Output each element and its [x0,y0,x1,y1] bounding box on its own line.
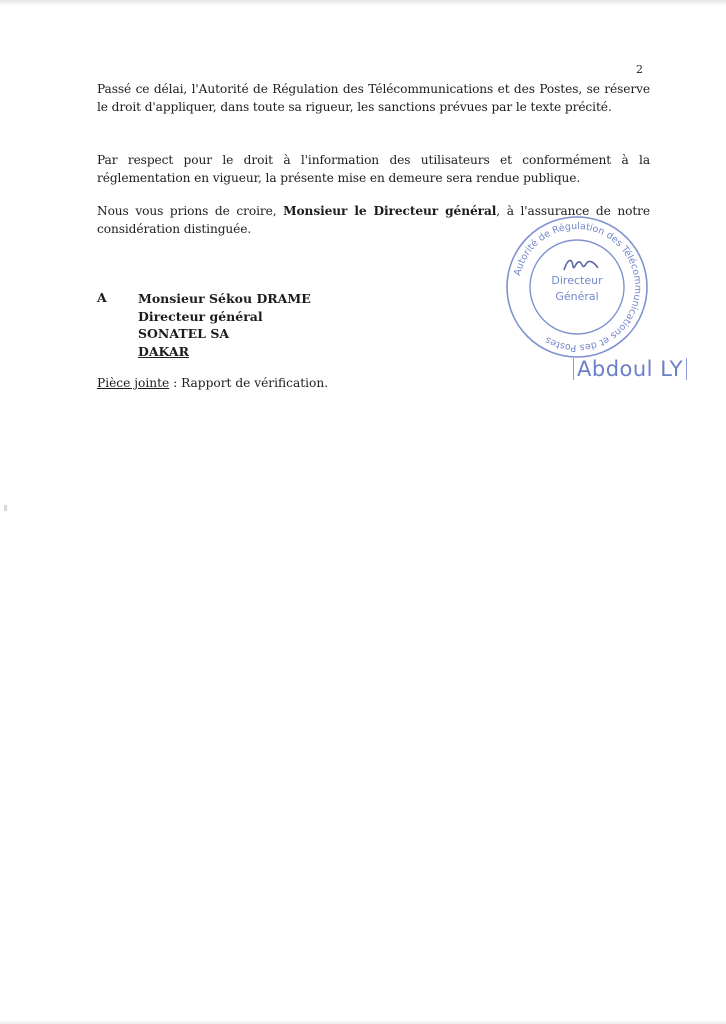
page-number: 2 [636,63,643,76]
attachment-line [97,376,328,390]
scan-bottom-edge [0,1020,726,1024]
salutation-text-start: Nous vous prions de croire, [97,204,284,218]
addressee-city: DAKAR [138,343,189,359]
attachment-value: Rapport de vérification. [181,376,329,390]
stamp-inner-title: Directeur [551,274,603,287]
addressee-company: SONATEL SA [138,326,230,341]
official-stamp [502,212,652,362]
addressee-title: Directeur général [138,308,263,324]
stamp-outer-text: Autorité de Régulation des Télécommunications et des Postes [512,220,644,354]
closing-paragraph-deadline: Passé ce délai, l'Autorité de Régulation des Télécommunications et des Postes, se réserve le droit d'appliquer, dans toute sa rigueur, les sanctions prévues par le texte précité. [97,82,650,114]
scan-margin-mark [4,505,7,511]
signature-scribble [564,260,598,270]
addressee-block [138,290,311,360]
salutation-addressee: Monsieur le Directeur général [283,204,497,218]
scan-top-edge [0,0,726,6]
addressee-name: Monsieur Sékou DRAME [138,291,311,306]
stamp-inner-rank: Général [555,290,599,303]
attachment-separator: : [169,376,182,390]
salutation-text-end: , à l'assurance de notre considération distinguée. [97,204,650,236]
attachment-label: Pièce jointe [97,376,170,390]
closing-paragraph-publication: Par respect pour le droit à l'information des utilisateurs et conformément à la réglementation en vigueur, la présente mise en demeure sera rendue publique. [97,153,650,185]
addressee-prefix: A [97,290,107,305]
stamp-signature-name: Abdoul LY [573,358,687,380]
